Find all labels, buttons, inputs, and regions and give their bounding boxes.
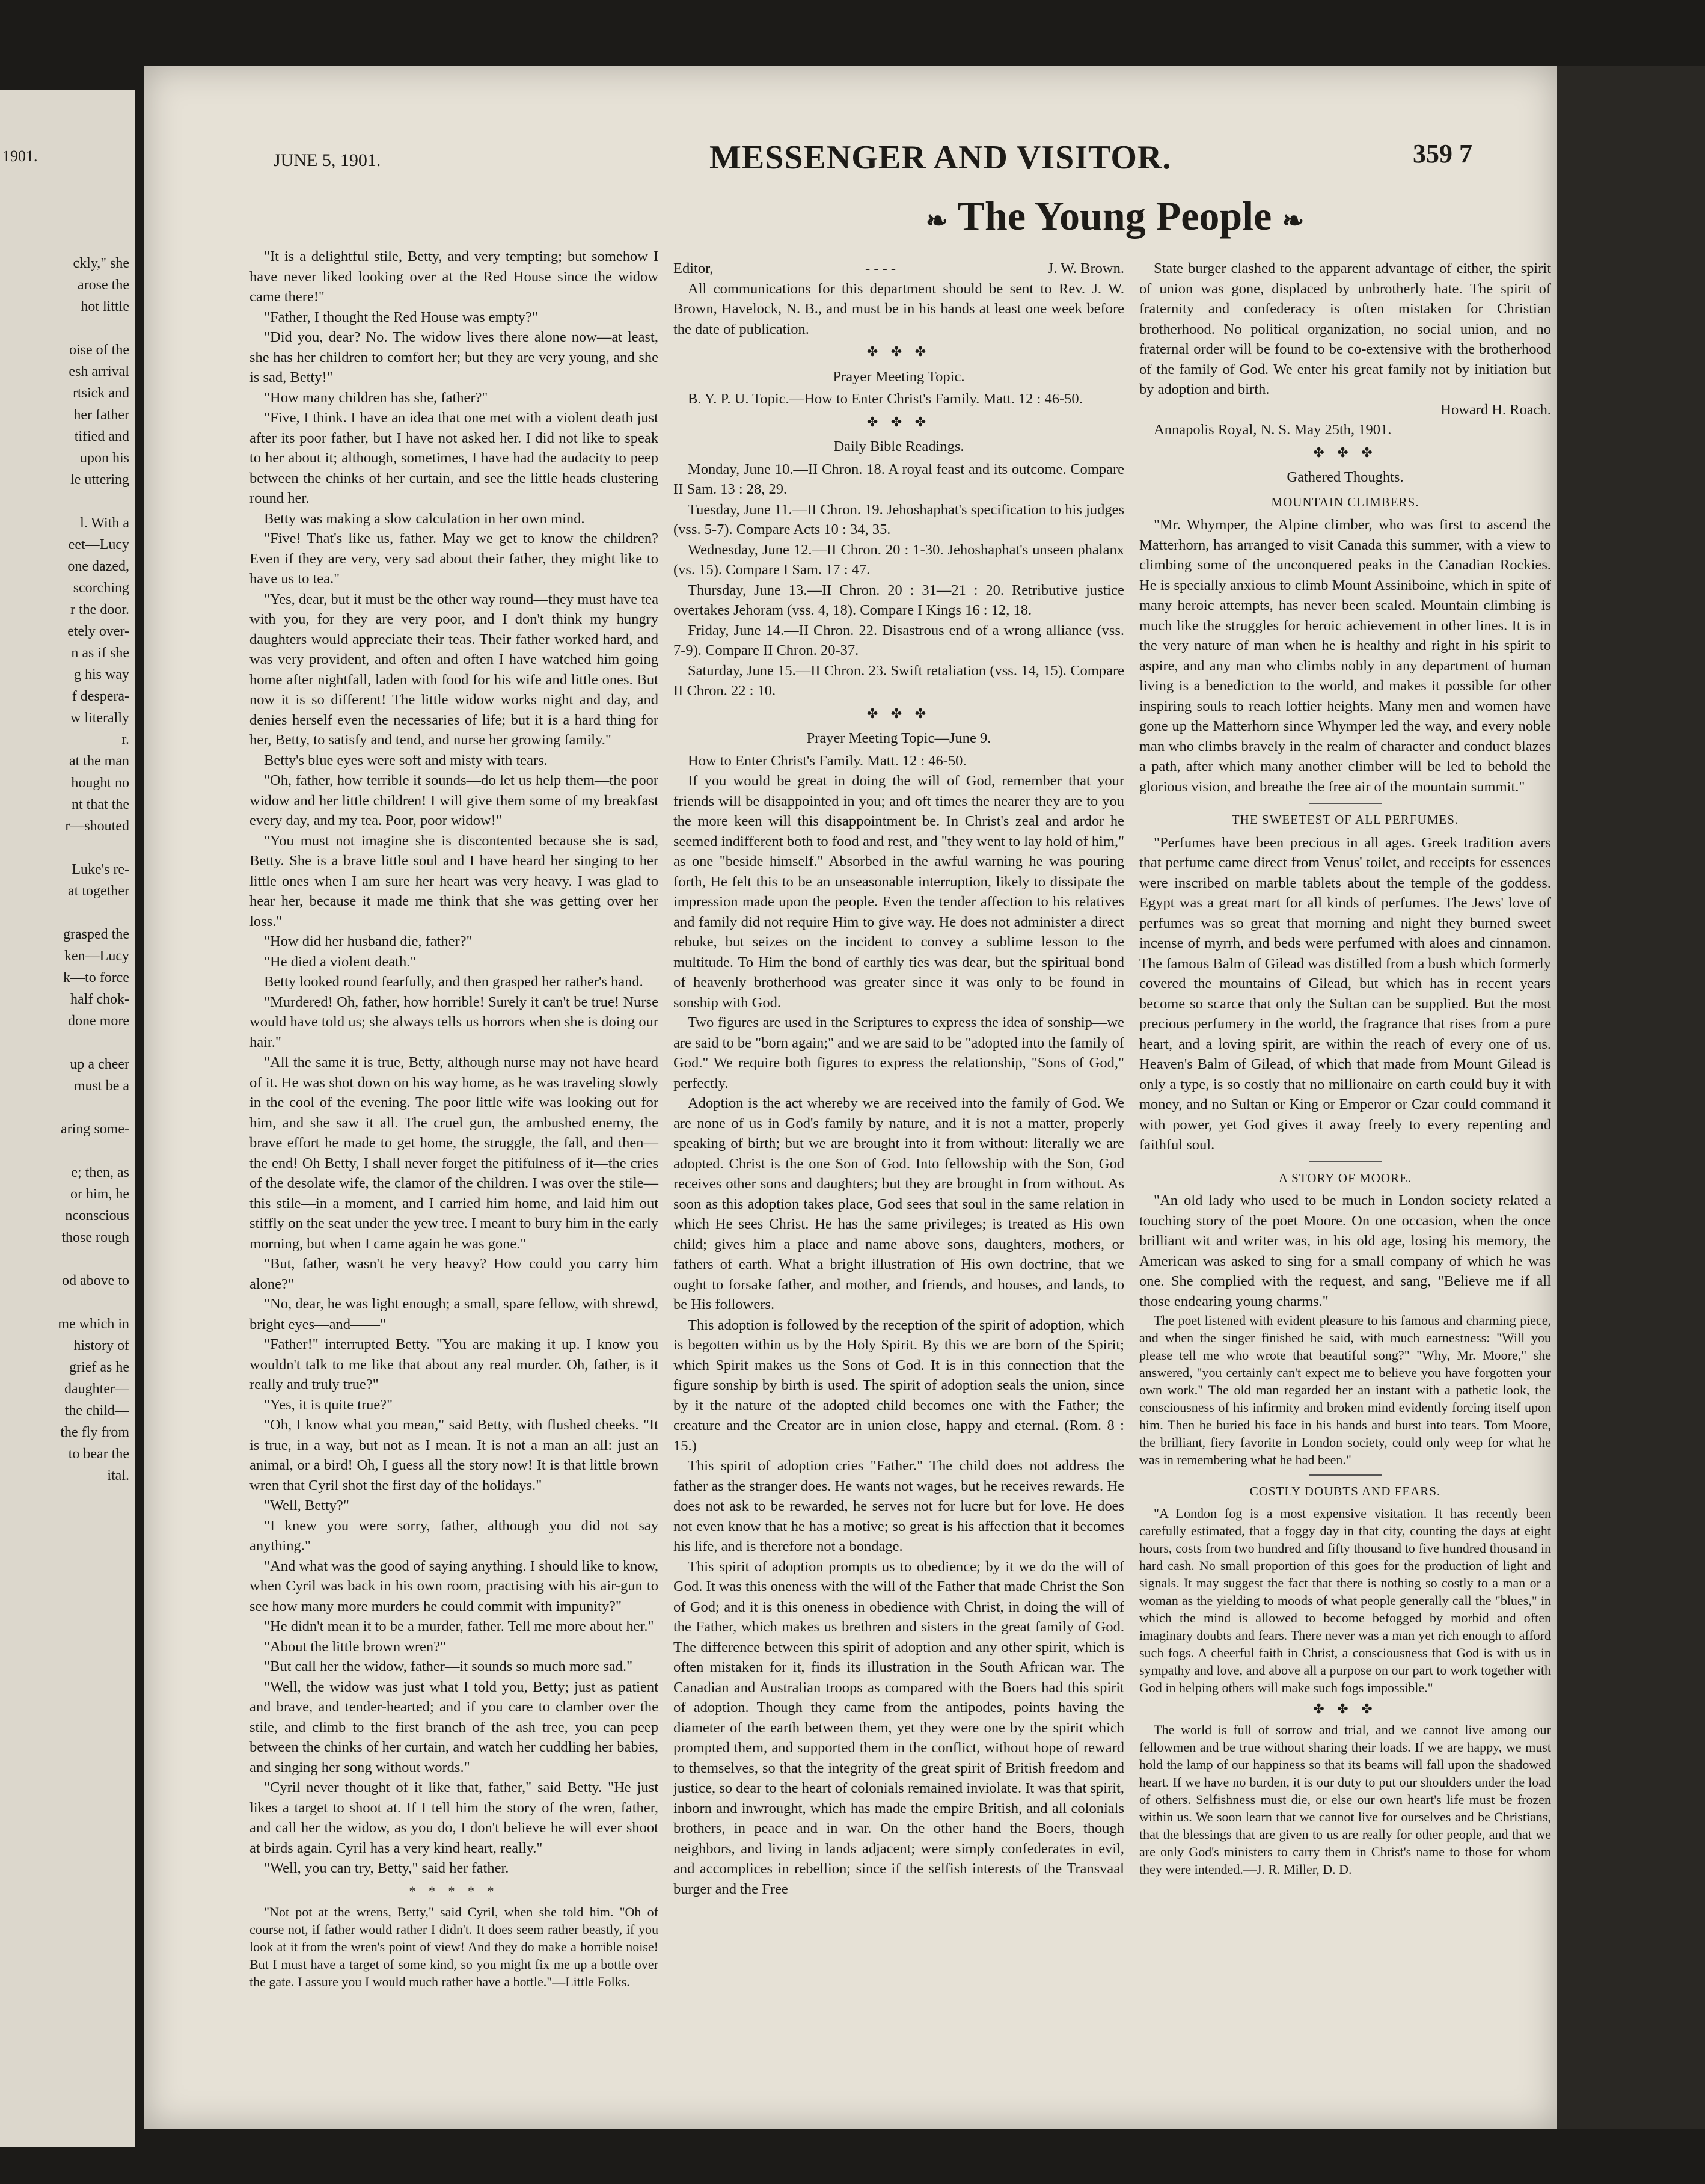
- story-paragraph: "It is a delightful stile, Betty, and very tempting; but somehow I have never liked looking over at the Red House since the widow came there!": [249, 248, 658, 305]
- previous-page-line: at the man: [69, 753, 129, 769]
- previous-page-line: rtsick and: [73, 385, 129, 401]
- daily-reading-item: Friday, June 14.—II Chron. 22. Disastrous end of a wrong alliance (vss. 7-9). Compare II Chron. 20-37.: [673, 622, 1124, 658]
- previous-page-line: scorching: [73, 580, 129, 596]
- previous-page-line: ital.: [107, 1468, 129, 1483]
- previous-page-line: g his way: [74, 667, 129, 682]
- newspaper-page: [144, 66, 1557, 2129]
- story-paragraph: "Yes, dear, but it must be the other way round—they must have tea with you, for they are very poor, and I don't think my hungry daughters would appreciate their teas. Their father worked hard, and was very provident, and often and often I have watched him going home after nightfall, laden with food for his wife and little ones. But now it is so different! The little widow works night and day, and denies herself even the necessaries of life; but it is a hard thing for her, Betty, to satisfy and tend, and nurse her growing family.": [249, 590, 658, 748]
- daily-reading-item: Monday, June 10.—II Chron. 18. A royal feast and its outcome. Compare II Sam. 13 : 28, 29.: [673, 461, 1124, 497]
- story-paragraph: "Murdered! Oh, father, how horrible! Surely it can't be true! Nurse would have told us; she always tells us horrors when she is doing our hair.": [249, 993, 658, 1051]
- june9-paragraphs: [673, 771, 1124, 1899]
- story-paragraph: "You must not imagine she is discontented because she is sad, Betty. She is a brave little soul and I have heard her singing to her little ones when I am sure her heart was very heavy. I was glad to hear her, because it made me think that she was getting over her loss.": [249, 832, 658, 930]
- column-gathered: [1139, 259, 1551, 1878]
- previous-page-line: half chok-: [70, 992, 129, 1007]
- previous-page-line: w literally: [70, 710, 129, 726]
- story-paragraph: "I knew you were sorry, father, although you did not say anything.": [249, 1517, 658, 1554]
- previous-page-line: r—shouted: [65, 818, 129, 834]
- masthead: MESSENGER AND VISITOR.: [709, 139, 1172, 176]
- previous-page-line: grief as he: [69, 1360, 129, 1375]
- story-paragraph: "Oh, I know what you mean," said Betty, with flushed cheeks. "It is true, in a way, but not as I mean. It is not a man an all: just an animal, or a bird! Oh, I guess all the story now! It is that little brown wren that Cyril shot the first day of the holidays.": [249, 1417, 658, 1494]
- ornament-left-icon: ❧: [926, 206, 948, 236]
- previous-page-line: upon his: [79, 450, 129, 466]
- moore-text-2: The poet listened with evident pleasure to his famous and charming piece, and when the singer finished he said, with much earnestness: "Will you please tell me who wrote that beautiful song?" "Why, Mr. Moore," she answered, "you certainly can't expect me to believe you have forgotten your own work." The old man regarded her an instant with a pathetic look, the consciousness of his infirmity and broken mind evidently forcing itself upon him. Then he buried his face in his hands and burst into tears. Tom Moore, the brilliant, fiery favorite in London society, could only weep for what he was in remembering what he had been.": [1139, 1313, 1551, 1467]
- prayer-topic: B. Y. P. U. Topic.—How to Enter Christ's Family. Matt. 12 : 46-50.: [688, 391, 1083, 407]
- previous-page-line: [3, 1292, 129, 1313]
- previous-page-line: daughter—: [64, 1381, 129, 1397]
- june9-paragraph: Adoption is the act whereby we are received into the family of God. We are none of us in God's family by nature, and it is not a matter, properly speaking of birth; but we are brought into it from without: literally we are adopted. Christ is the one Son of God. Into fellowship with the Son, God receives other sons and daughters; but they are brought in from without. As soon as this adoption takes place, God sees that soul in the same relation in which He sees Christ. He has the same privileges; is treated as His own child; gives him a place and name above sons, daughters, mothers, or fathers of earth. What a bright illustration of His own doctrine, that we ought to forsake father, and mother, and friends, and houses, and lands, to be His followers.: [673, 1095, 1124, 1313]
- june9-paragraph: This spirit of adoption prompts us to obedience; by it we do the will of God. It was this oneness with the will of the Father that made Christ the Son of God; and it is this oneness in obedience with Christ, in doing the will of the Father, which makes us brethren and sisters in the great family of God. The difference between this spirit of adoption and any other spirit, which is often mistaken for it, finds its illustration in the South African war. The Canadian and Australian troops as compared with the Boers had this spirit of adoption. Though they came from the antipodes, points having the diameter of the earth between them, yet they were one by the spirit which prompted them, and supported them in the conflict, without hope of reward to themselves, so that the integrity of the great spirit of British freedom and justice, so dear to the heart of colonials remained inviolate. It was that spirit, inborn and inwrought, which has made the empire British, and all colonials brothers, in peace and in war. On the other hand the Boers, though neighbors, and living in lands adjacent; were simply confederates in evil, and accomplices in rebellion; since if the selfish interests of the Transvaal burger and the Free: [673, 1558, 1124, 1897]
- perfumes-text: "Perfumes have been precious in all ages. Greek tradition avers that perfume came direct from Venus' toilet, and receipts for essences were inscribed on marble tablets about the temple of the goddess. Egypt was a great mart for all kinds of perfumes. The Jews' love of perfumes was so great that morning and night they burned sweet incense of myrrh, and beds were perfumed with aloes and cinnamon. The famous Balm of Gilead was distilled from a bush which formerly covered the mountains of Gilead, but which has in recent years become so scarce that only the Sultan can be supplied. But the most precious perfumery in the world, the fragrance that rises from a pure heart, and a loving spirit, are within the reach of every one of us. Heaven's Balm of Gilead, of which that made from Mount Gilead is only a type, is so costly that no millionaire on earth could buy it with money, and no Sultan or King or Emperor or Czar could command it with power, yet God gives it away freely to every repenting and faithful soul.: [1139, 834, 1551, 1153]
- previous-page-line: [3, 491, 129, 512]
- story-paragraph: "Cyril never thought of it like that, father," said Betty. "He just likes a target to shoot at. If I tell him the story of the wren, father, and call her the widow, as you do, I don't believe he will ever shoot at birds again. Cyril has a very kind heart, really.": [249, 1779, 658, 1856]
- mountain-climbers-text: "Mr. Whymper, the Alpine climber, who was first to ascend the Matterhorn, has arranged to visit Canada this summer, with a view to climbing some of the unconquered peaks in the Canadian Rockies. He is specially anxious to climb Mount Assiniboine, which in spite of many heroic attempts, has never been scaled. Mountain climbing is much like the struggles for heroic achievement in other lines. It is in the very nature of man when he is healthy and right in his spirit to aspire, and any man who climbs nobly in any department of human living is a benediction to the world, and makes it possible for other inspiring souls to reach loftier heights. Many men and women have gone up the Matterhorn since Whymper led the way, and every noble man who climbs bravely in the realm of character and conduct blazes a path, after which many another climber will be led to behold the glorious vision, and breathe the free air of the mountain summit.": [1139, 517, 1551, 795]
- story-paragraph: "Five, I think. I have an idea that one met with a violent death just after its poor father, but I have not asked her. I did not like to speak to her about it; although, sometimes, I have had the audacity to peep between the chinks of her curtain, and see the little heads clustering round her.: [249, 410, 658, 506]
- editor-name: J. W. Brown.: [1047, 260, 1124, 277]
- continued-paragraph: State burger clashed to the apparent advantage of either, the spirit of union was gone, displaced by unbrotherly hate. The spirit of fraternity and confederacy is often mistaken for Christian brotherhood. No political organization, no social union, and no fraternal order will be found to be co-extensive with the brotherhood of the family of God. We enter his great family not by initiation but by adoption and birth.: [1139, 260, 1551, 397]
- previous-page-line: [3, 1032, 129, 1054]
- previous-page-line: [3, 1248, 129, 1270]
- gathered-thoughts-heading: Gathered Thoughts.: [1287, 469, 1404, 485]
- previous-page-line: grasped the: [63, 927, 129, 942]
- story-paragraph: "But call her the widow, father—it sounds so much more sad.": [264, 1658, 633, 1675]
- story-paragraph: "He died a violent death.": [264, 953, 417, 970]
- june9-subtitle: How to Enter Christ's Family. Matt. 12 : 46-50.: [688, 752, 967, 769]
- previous-page-line: must be a: [74, 1078, 129, 1094]
- previous-page-number: 1901.: [2, 147, 38, 165]
- divider-rule-2: [1309, 1161, 1382, 1162]
- daily-reading-item: Saturday, June 15.—II Chron. 23. Swift retaliation (vss. 14, 15). Compare II Chron. 22 : 10.: [673, 662, 1124, 699]
- page-number: 359 7: [1413, 139, 1472, 168]
- daily-readings-heading: Daily Bible Readings.: [833, 438, 964, 455]
- stars-divider-3: ✤ ✤ ✤: [866, 705, 931, 721]
- previous-page-line: up a cheer: [70, 1057, 129, 1072]
- previous-page-line: at together: [68, 883, 129, 899]
- previous-page-line: those rough: [61, 1230, 129, 1245]
- editor-line: [673, 259, 1124, 279]
- previous-page-line: od above to: [62, 1273, 129, 1289]
- department-intro: All communications for this department should be sent to Rev. J. W. Brown, Havelock, N. B., and must be in his hands at least one week before the date of publication.: [673, 280, 1124, 337]
- stars-divider-2: ✤ ✤ ✤: [866, 414, 931, 429]
- ornament-right-icon: ❧: [1282, 206, 1305, 236]
- previous-page-line: esh arrival: [69, 364, 129, 379]
- daily-reading-item: Tuesday, June 11.—II Chron. 19. Jehoshaphat's specification to his judges (vss. 5-7). Compare Acts 10 : 34, 35.: [673, 501, 1124, 538]
- story-paragraph: Betty's blue eyes were soft and misty with tears.: [264, 752, 548, 768]
- story-paragraphs: [249, 247, 658, 1879]
- previous-page-line: r the door.: [70, 602, 129, 618]
- story-paragraph: "How did her husband die, father?": [264, 933, 473, 949]
- story-paragraph: "Yes, it is quite true?": [264, 1396, 393, 1413]
- june9-paragraph: This adoption is followed by the reception of the spirit of adoption, which is begotten within us by the Holy Spirit. By this we are born of the Spirit; which Spirit makes us the Sons of God. It is in this connection that the figure sonship by birth is used. The spirit of adoption seals the union, since by it the nature of the adopted child becomes one with the Father; the creature and the Creator are in union close, happy and eternal. (Rom. 8 : 15.): [673, 1316, 1124, 1454]
- column-story: [249, 247, 658, 1990]
- june9-paragraph: If you would be great in doing the will of God, remember that your friends will be disappointed in you; and oft times the nearer they are to you the more keen will this disappointment be. In Christ's zeal and ardor he seemed indifferent both to food and rest, and "they went to lay hold of him," as one "beside himself." Absorbed in the awful warning he was pouring forth, He felt this to be an unseasonable interruption, likely to dissipate the impression made upon the people. Even the tender affection to his relatives and family did not require Him to give way. He does not administer a direct rebuke, but seizes on the incident to convey a sublime lesson to the multitude. To Him the bond of earthly ties was dear, but the spiritual bond of heavenly brotherhood was greater since it was only to be found in sonship with God.: [673, 773, 1124, 1011]
- previous-page-line: [3, 317, 129, 339]
- story-paragraph: "Five! That's like us, father. May we get to know the children? Even if they are very, very sad about their father, they might like to have us to tea.": [249, 530, 658, 587]
- previous-page-line: history of: [73, 1338, 129, 1354]
- stars-divider-1: ✤ ✤ ✤: [866, 344, 931, 359]
- mountain-climbers-heading: MOUNTAIN CLIMBERS.: [1271, 494, 1419, 509]
- dateline: Annapolis Royal, N. S. May 25th, 1901.: [1154, 422, 1392, 438]
- june9-paragraph: This spirit of adoption cries "Father." The child does not address the father as the stranger does. He wants not wages, but he receives rewards. He does not ask to be rewarded, he serves not for lucre but for love. He does not even know that he has a motive; so great is his affection that it becomes his life, and is therefore not a bondage.: [673, 1458, 1124, 1554]
- story-paragraph: "Well, you can try, Betty," said her father.: [264, 1860, 509, 1876]
- daily-reading-item: Wednesday, June 12.—II Chron. 20 : 1-30. Jehoshaphat's unseen phalanx (vs. 15). Compare I Sam. 17 : 47.: [673, 541, 1124, 578]
- doubts-fears-heading: COSTLY DOUBTS AND FEARS.: [1249, 1484, 1441, 1498]
- doubts-fears-text: "A London fog is a most expensive visitation. It has recently been carefully estimated, that a foggy day in that city, counting the days at eight hours, costs from two hundred and fifty thousand to five hundred thousand in hard cash. No small proportion of this goes for the production of light and signals. It may suggest the fact that there is nothing so costly to a man or a woman as the yielding to moods of what people generally call the "blues," in which the mind is allowed to become befogged by morbid and often imaginary doubts and fears. There never was a man yet rich enough to afford such fogs. A cheerful faith in Christ, a consciousness that God is with us in sympathy and love, and above all a purpose on our part to work together with God in helping others will make such fogs impossible.": [1139, 1505, 1551, 1695]
- previous-page-line: ken—Lucy: [64, 948, 129, 964]
- story-paragraph: "Oh, father, how terrible it sounds—do let us help them—the poor widow and her little children! I will give them some of my breakfast every day, and my tea. Poor, poor widow!": [249, 772, 658, 829]
- previous-page-line: tified and: [74, 429, 129, 444]
- miller-quote: The world is full of sorrow and trial, and we cannot live among our fellowmen and be true without sharing their loads. If we are happy, we must hold the lamp of our happiness so that its beams will fall upon the shadowed heart. If we have no burden, it is our duty to put our shoulders under the load of others. Selfishness must die, or else our own heart's life must be frozen within us. We soon learn that we cannot live for ourselves and be Christians, that the blessings that are given to us are really for other people, and that we are only God's ministers to carry them in Christ's name to those for whom they were intended.—J. R. Miller, D. D.: [1139, 1722, 1551, 1877]
- previous-page-line: l. With a: [80, 515, 129, 531]
- divider-rule-3: [1309, 1474, 1382, 1476]
- previous-page-line: [3, 902, 129, 924]
- previous-page-line: her father: [73, 407, 129, 423]
- story-paragraph: Betty looked round fearfully, and then grasped her rather's hand.: [264, 974, 643, 990]
- previous-page-line: hot little: [81, 299, 129, 314]
- section-title: [926, 192, 1304, 240]
- previous-page-line: le uttering: [70, 472, 129, 488]
- column-department: [673, 259, 1124, 1899]
- story-paragraph: "Well, the widow was just what I told you, Betty; just as patient and brave, and tender-hearted; and if you care to clamber over the stile, and climb to the first branch of the ash tree, you can peep between the chinks of her curtain, and watch her cuddling her babies, and singing her song without words.": [249, 1678, 658, 1776]
- moore-text-1: "An old lady who used to be much in London society related a touching story of the poet Moore. On one occasion, when the once brilliant wit and writer was, in his old age, losing his memory, the American was asked to sing for a small company of which he was one. She complied with the request, and sang, "Believe me if all those endearing young charms.": [1139, 1192, 1551, 1310]
- previous-page-line: [3, 1097, 129, 1118]
- previous-page-line: r.: [121, 732, 129, 747]
- previous-page-line: oise of the: [69, 342, 129, 358]
- story-paragraph: "Did you, dear? No. The widow lives there alone now—at least, she has her children to comfort her; but they are very young, and she is sad, Betty!": [249, 329, 658, 385]
- previous-page-line: etely over-: [67, 624, 129, 639]
- story-paragraph: "Well, Betty?": [264, 1497, 349, 1514]
- previous-page-line: [3, 1140, 129, 1162]
- previous-page-line: nt that the: [72, 797, 129, 812]
- previous-page-line: ckly," she: [73, 256, 129, 271]
- divider-rule-1: [1309, 803, 1382, 804]
- previous-page-line: f despera-: [72, 689, 129, 704]
- previous-page-line: nconscious: [65, 1208, 129, 1224]
- previous-page-line: me which in: [58, 1316, 129, 1332]
- editor-dashes: - - - -: [865, 260, 896, 277]
- story-paragraph: "He didn't mean it to be a murder, father. Tell me more about her.": [264, 1618, 654, 1634]
- perfumes-heading: THE SWEETEST OF ALL PERFUMES.: [1231, 812, 1459, 827]
- daily-readings-list: [673, 459, 1124, 701]
- previous-page-line: the child—: [64, 1403, 129, 1419]
- daily-reading-item: Thursday, June 13.—II Chron. 20 : 31—21 : 20. Retributive justice overtakes Jehoram (vss. 4, 18). Compare I Kings 16 : 12, 18.: [673, 581, 1124, 618]
- previous-page-line: aring some-: [61, 1121, 129, 1137]
- june9-heading: Prayer Meeting Topic—June 9.: [806, 730, 991, 746]
- story-paragraph: "And what was the good of saying anything. I should like to know, when Cyril was back in his own room, practising with his air-gun to see how many more murders he could commit with impunity?": [249, 1557, 658, 1615]
- story-paragraph: "Father, I thought the Red House was empty?": [264, 308, 538, 325]
- story-paragraph: "No, dear, he was light enough; a small, spare fellow, with shrewd, bright eyes—and——": [249, 1296, 658, 1333]
- story-paragraph: "All the same it is true, Betty, although nurse may not have heard of it. He was shot down on his way home, as he was traveling slowly in the cool of the evening. The poor little wife was looking out for him, and she saw it all. The cruel gun, the ambushed enemy, the brave effort he made to get home, the struggle, the fall, and then—the end! Oh Betty, I shall never forget the pitifulness of it—the cries of the desolate wife, the clamor of the children. I was over the stile—this stile—in a moment, and I carried him home, and laid him out stiffly on the seat under the yew tree. I meant to bury him in the early morning, but when I came again he was gone.": [249, 1054, 658, 1252]
- editor-label: Editor,: [673, 260, 714, 277]
- previous-page-line: arose the: [78, 277, 129, 293]
- prayer-topic-heading: Prayer Meeting Topic.: [833, 368, 965, 385]
- background-edge: [1557, 66, 1705, 2129]
- previous-page-line: k—to force: [63, 970, 129, 986]
- previous-page-line: eet—Lucy: [68, 537, 129, 553]
- author-signature: Howard H. Roach.: [1440, 401, 1551, 418]
- story-paragraph: "Father!" interrupted Betty. "You are making it up. I know you wouldn't talk to me like that about any real murder. Oh, father, is it really and truly true?": [249, 1336, 658, 1393]
- previous-page-line: hought no: [71, 775, 129, 791]
- story-paragraph: "How many children has she, father?": [264, 389, 488, 406]
- previous-page-line: n as if she: [71, 645, 129, 661]
- previous-page-line: [3, 837, 129, 859]
- previous-page-line: done more: [68, 1013, 129, 1029]
- previous-page-line: to bear the: [68, 1446, 129, 1462]
- moore-heading: A STORY OF MOORE.: [1278, 1170, 1412, 1185]
- june9-paragraph: Two figures are used in the Scriptures to express the idea of sonship—we are said to be "born again;" and we are said to be "adopted into the family of God." We require both figures to express the relationship, "Sons of God," perfectly.: [673, 1014, 1124, 1091]
- story-paragraph: "About the little brown wren?": [264, 1638, 447, 1655]
- section-title-text: The Young People: [957, 193, 1272, 239]
- story-paragraph: "But, father, wasn't he very heavy? How could you carry him alone?": [249, 1256, 658, 1292]
- previous-page-line: e; then, as: [71, 1165, 129, 1180]
- previous-page-text: [3, 253, 129, 1486]
- previous-page-line: or him, he: [70, 1186, 129, 1202]
- previous-page-line: the fly from: [60, 1425, 129, 1440]
- previous-page-line: one dazed,: [67, 559, 129, 574]
- issue-date: JUNE 5, 1901.: [274, 150, 381, 170]
- story-paragraph: Betty was making a slow calculation in her own mind.: [264, 510, 585, 527]
- previous-page-line: Luke's re-: [72, 862, 129, 877]
- stars-divider-4: ✤ ✤ ✤: [1313, 444, 1377, 460]
- story-final-paragraph: "Not pot at the wrens, Betty," said Cyril, when she told him. "Oh of course not, if father would rather I didn't. It does seem rather beastly, if you look at it from the wren's point of view! And they do make a horrible noise! But I must have a target of some kind, so you might fix me up a bottle over the gate. I assure you I would much rather have a bottle."—Little Folks.: [249, 1904, 658, 1989]
- section-break-stars: * * * * *: [409, 1883, 499, 1898]
- previous-page-edge: [0, 90, 135, 2147]
- stars-divider-5: ✤ ✤ ✤: [1313, 1701, 1377, 1716]
